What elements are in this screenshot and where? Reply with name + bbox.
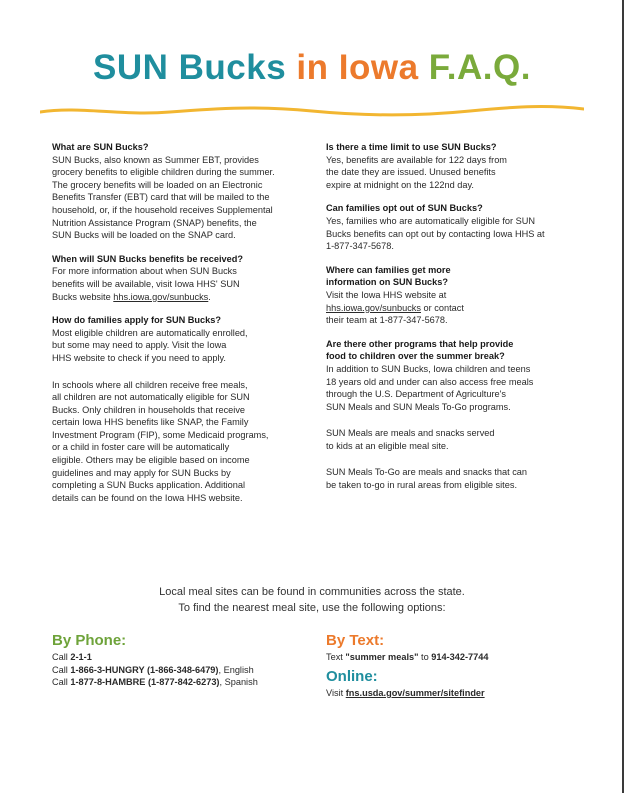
title-part-faq: F.A.Q. [428,48,531,87]
faq-answer-paragraph: SUN Meals are meals and snacks served to kids at an eligible meal site. [326,428,495,451]
faq-question: What are SUN Bucks? [52,142,149,152]
faq-answer: Yes, benefits are available for 122 days from the date they are issued. Unused benefits expire at midnight on the 122nd day. [326,154,507,190]
faq-answer: For more information about when SUN Bucks benefits will be available, visit Iowa HHS' SUN Bucks website hhs.iowa.gov/sunbucks. [52,266,240,302]
faq-question: Is there a time limit to use SUN Bucks? [326,142,497,152]
faq-answer: Visit the Iowa HHS website at hhs.iowa.gov/sunbucks or contact their team at 1-877-347-5678. [326,289,464,326]
phone-line: Call 1-866-3-HUNGRY (1-866-348-6479), English [52,664,254,675]
sunbucks-link[interactable]: hhs.iowa.gov/sunbucks [326,302,421,313]
phone-line: Call 1-877-8-HAMBRE (1-877-842-6273), Spanish [52,677,258,688]
page-title [0,48,624,88]
by-text-heading: By Text: [326,632,385,649]
faq-answer: Most eligible children are automatically enrolled, but some may need to apply. Visit the Iowa HHS website to check if you need to apply. [52,327,248,363]
online-line: Visit fns.usda.gov/summer/sitefinder [326,688,485,698]
faq-left-column [52,141,304,515]
faq-question: When will SUN Bucks benefits be received? [52,253,243,264]
wave-divider [40,100,584,120]
faq-question: Where can families get more information on SUN Bucks? [326,264,451,288]
phone-number[interactable]: 1-866-3-HUNGRY (1-866-348-6479) [70,664,219,675]
sunbucks-link[interactable]: hhs.iowa.gov/sunbucks [113,291,209,302]
by-phone-heading: By Phone: [52,632,127,649]
title-part-in-iowa: in Iowa [296,48,419,87]
faq-question: Are there other programs that help provide food to children over the summer break? [326,338,514,362]
faq-answer-paragraph: SUN Meals To-Go are meals and snacks that can be taken to-go in rural areas from eligible sites. [326,467,528,491]
faq-right-column [326,141,576,503]
text-line: Text "summer meals" to 914-342-7744 [326,652,489,662]
meal-sites-intro: Local meal sites can be found in communities across the state. To find the nearest meal site, use the following options: [159,586,465,614]
text-number[interactable]: 914-342-7744 [431,652,489,662]
faq-answer: SUN Bucks, also known as Summer EBT, provides grocery benefits to eligible children during the summer. The grocery benefits will be loaded on an Electronic Benefits Transfer (EBT) card that will be mailed to the household, or, if the household receives Supplemental Nutrition Assistance Program (SNAP) benefits, the SUN Bucks will be loaded on the SNAP card. [52,154,275,241]
faq-answer: In addition to SUN Bucks, Iowa children and teens 18 years old and under can also access free meals through the U.S. Department of Agriculture's SUN Meals and SUN Meals To-Go programs. [326,363,534,412]
phone-number[interactable]: 1-877-8-HAMBRE (1-877-842-6273) [70,677,220,688]
phone-lines [52,651,258,689]
faq-question: Can families opt out of SUN Bucks? [326,203,483,214]
online-heading: Online: [326,668,378,685]
faq-question: How do families apply for SUN Bucks? [52,315,221,326]
sitefinder-link[interactable]: fns.usda.gov/summer/sitefinder [345,688,485,698]
text-keyword: "summer meals" [345,652,419,662]
phone-number[interactable]: 2-1-1 [70,652,92,662]
faq-answer-paragraph: In schools where all children receive free meals, all children are not automatically eligible for SUN Bucks. Only children in households that receive certain Iowa HHS benefits like SNAP, the Family Investment Program (FIP), some Medicaid programs, or a child in foster care will be automatically eligible. Others may be eligible based on income guidelines and may apply for SUN Bucks by completing a SUN Bucks application. Additional details can be found on the Iowa HHS website. [52,379,269,503]
phone-line: Call 2-1-1 [52,652,92,662]
faq-answer: Yes, families who are automatically eligible for SUN Bucks benefits can opt out by contacting Iowa HHS at 1-877-347-5678. [326,215,545,252]
title-part-sun-bucks: SUN Bucks [93,48,287,87]
